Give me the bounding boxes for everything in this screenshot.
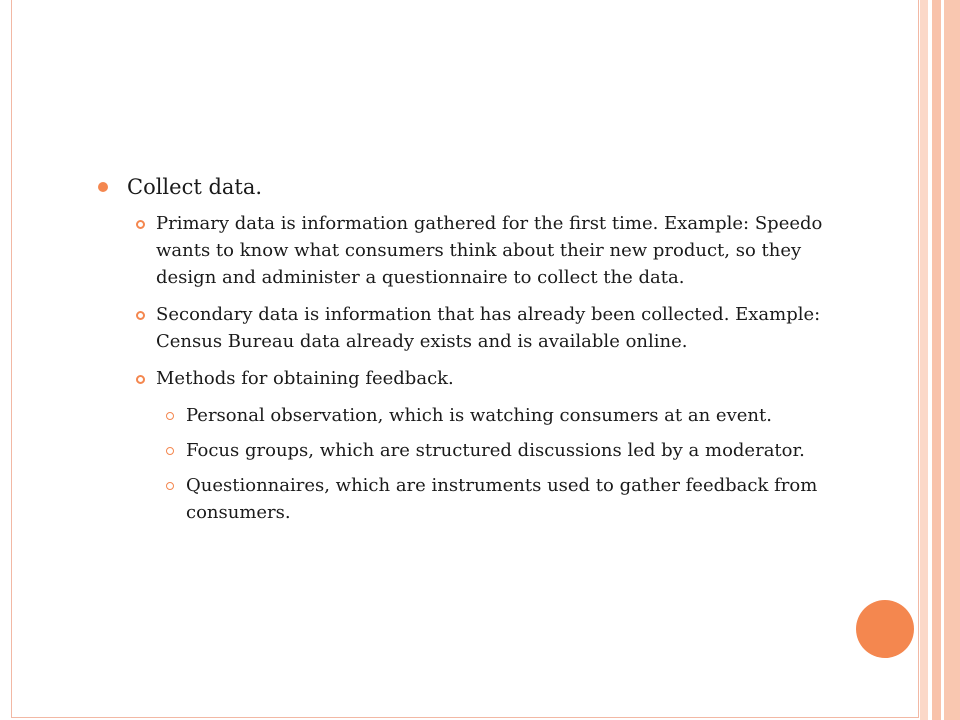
bullet-questionnaires	[166, 472, 838, 526]
bullet-text: Questionnaires, which are instruments used to gather feedback from consumers.	[186, 475, 818, 523]
bullet-text: Personal observation, which is watching consumers at an event.	[186, 405, 772, 426]
bullet-text: Methods for obtaining feedback.	[156, 368, 454, 389]
bullet-secondary-data	[136, 301, 838, 355]
filled-bullet-icon	[98, 182, 108, 192]
hollow-bullet-icon	[166, 482, 174, 490]
ring-bullet-icon	[136, 375, 145, 384]
decorative-stripe	[920, 0, 928, 720]
bullet-text: Focus groups, which are structured discussions led by a moderator.	[186, 440, 805, 461]
slide-body	[98, 172, 838, 534]
bullet-primary-data	[136, 210, 838, 291]
hollow-bullet-icon	[166, 447, 174, 455]
bullet-text: Collect data.	[127, 175, 263, 199]
bullet-text: Secondary data is information that has already been collected. Example: Census Bureau data already exists and is available online.	[156, 304, 821, 352]
bullet-focus-groups	[166, 437, 838, 464]
ring-bullet-icon	[136, 220, 145, 229]
decorative-stripe	[932, 0, 941, 720]
bullet-text: Primary data is information gathered for the first time. Example: Speedo wants to know what consumers think about their new product, so they design and administer a questionnaire to collect the data.	[156, 213, 823, 288]
bullet-personal-observation	[166, 402, 838, 429]
hollow-bullet-icon	[166, 412, 174, 420]
ring-bullet-icon	[136, 311, 145, 320]
decorative-stripe	[944, 0, 960, 720]
bullet-methods	[136, 365, 838, 392]
decorative-circle	[856, 600, 914, 658]
bullet-collect-data	[98, 172, 838, 202]
